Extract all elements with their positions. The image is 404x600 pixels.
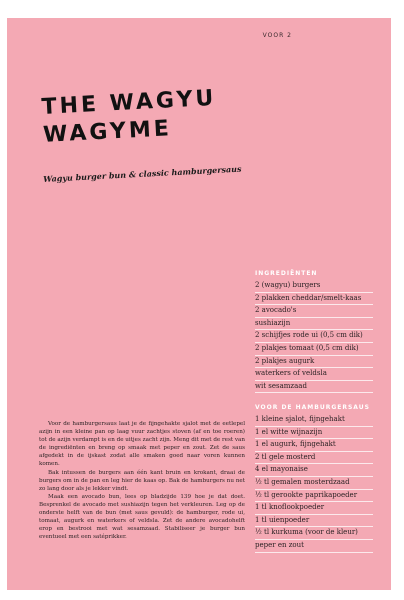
sauce-heading: VOOR DE HAMBURGERSAUS [255,404,370,411]
list-item: 2 plakjes augurk [255,356,373,369]
title-line-1: THE WAGYU [41,85,217,120]
list-item: 1 tl uienpoeder [255,515,373,528]
list-item: peper en zout [255,540,373,553]
list-item: ½ tl kurkuma (voor de kleur) [255,527,373,540]
sauce-list [255,414,373,553]
recipe-title [41,85,218,150]
list-item: 2 avocado's [255,305,373,318]
servings-label: VOOR 2 [262,32,292,39]
list-item: ½ tl gemalen mosterdzaad [255,477,373,490]
list-item: waterkers of veldsla [255,368,373,381]
list-item: wit sesamzaad [255,381,373,394]
list-item: 1 kleine sjalot, fijngehakt [255,414,373,427]
recipe-subtitle: Wagyu burger bun & classic hamburgersaus [43,163,242,184]
list-item: 2 tl gele mosterd [255,452,373,465]
list-item: 2 schijfjes rode ui (0,5 cm dik) [255,330,373,343]
list-item: 4 el mayonaise [255,464,373,477]
title-line-2: WAGYME [42,116,173,148]
list-item: 1 el augurk, fijngehakt [255,439,373,452]
method-paragraph: Bak intussen de burgers aan één kant bruin en krokant, draai de burgers om in de pan en leg hier de kaas op. Bak de hamburgers nu net zo lang door als je lekker vindt. [39,469,245,492]
ingredients-section [255,270,373,393]
sauce-section [255,404,373,553]
list-item: ½ tl gerookte paprikapoeder [255,490,373,503]
method-text [39,420,245,541]
list-item: 1 el witte wijnazijn [255,427,373,440]
method-paragraph: Voor de hamburgersaus laat je de fijngehakte sjalot met de eetlepel azijn in een kleine pan op laag vuur zachtjes stoven (af en toe roeren) tot de azijn verdampt is en de uitjes zacht zijn. Meng dit met de rest van de ingrediënten en breng op smaak met peper en zout. Zet de saus afgedekt in de ijskast zodat alle smaken goed naar voren kunnen komen. [39,421,245,468]
list-item: 1 tl knoflookpoeder [255,502,373,515]
list-item: 2 plakken cheddar/smelt-kaas [255,293,373,306]
ingredients-list [255,280,373,393]
recipe-page [7,18,391,590]
method-paragraph: Maak een avocado bun, lees op bladzijde 139 hoe je dat doet. Besprenkel de avocado met sushiazijn tegen het verkleuren. Leg op de onderste helft van de bun (met saus gevuld): de hamburger, rode ui, tomaat, augurk en waterkers of veldsla. Zet de andere avocadohelft erop en bestrooi met wat sesamzaad. Stabiliseer je burger bun eventueel met een satéprikker. [39,493,245,541]
list-item: 2 (wagyu) burgers [255,280,373,293]
ingredients-heading: INGREDIËNTEN [255,270,318,277]
list-item: sushiazijn [255,318,373,331]
list-item: 2 plakjes tomaat (0,5 cm dik) [255,343,373,356]
